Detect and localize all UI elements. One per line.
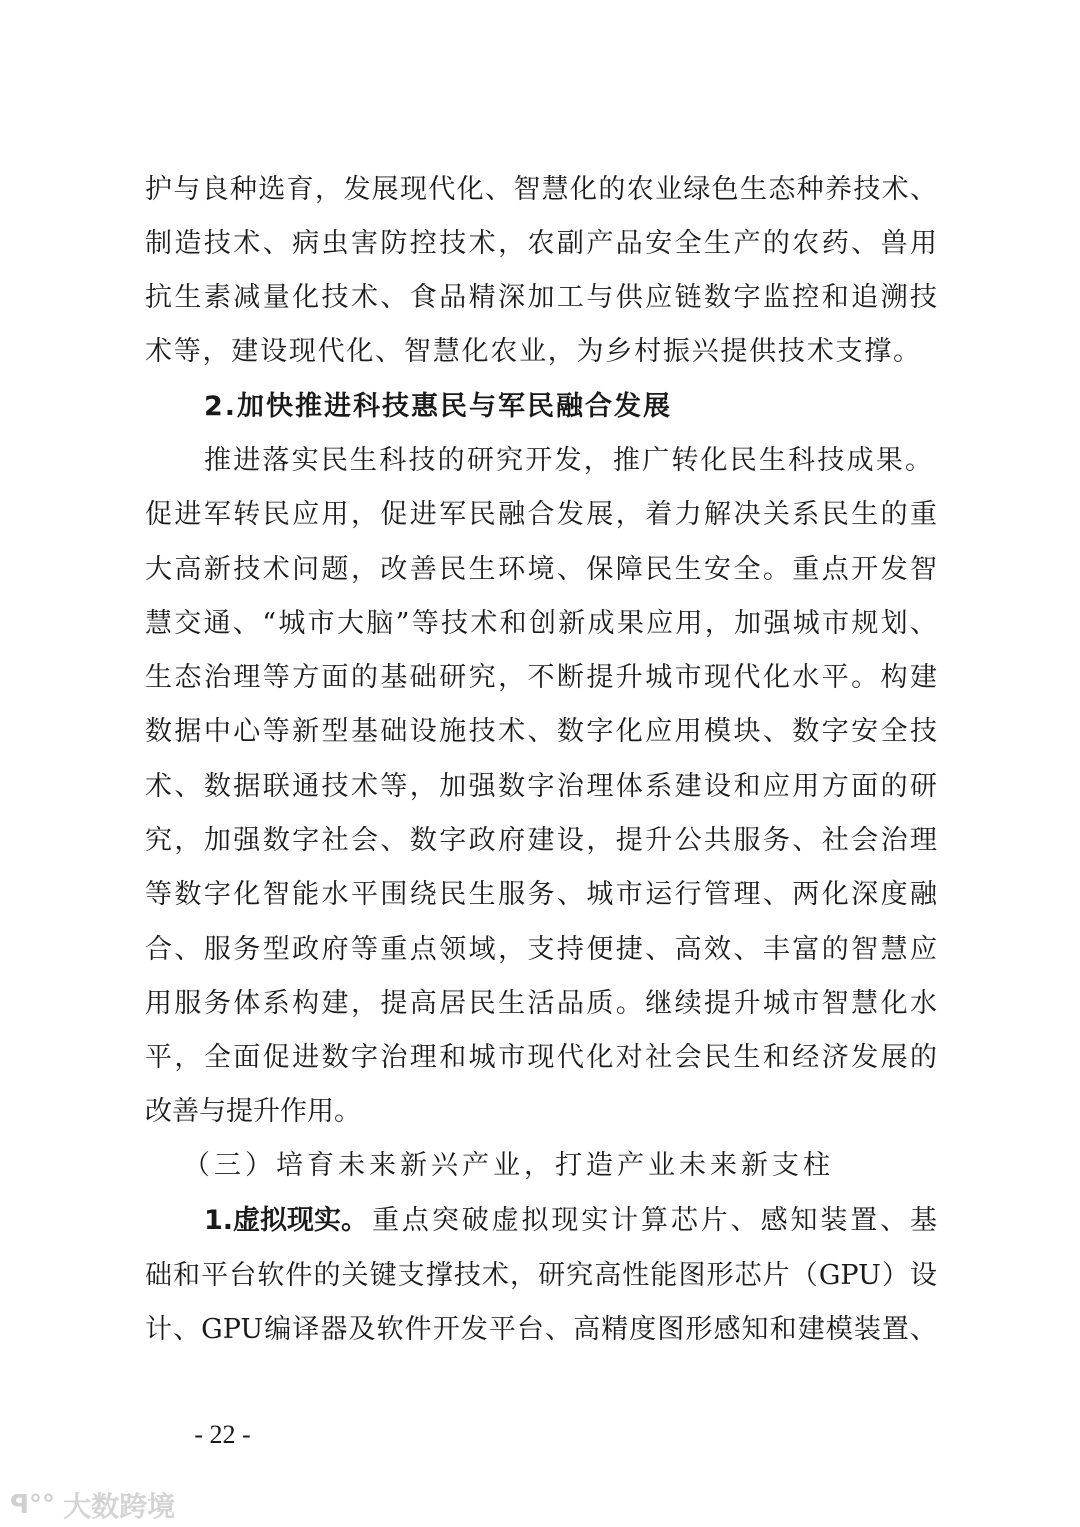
watermark-text: 大数跨境 xyxy=(63,1490,176,1523)
text-line xyxy=(204,1201,937,1241)
subsection-title: 1.虚拟现实。 xyxy=(204,1205,369,1236)
text-line: 制造技术、病虫害防控技术，农副产品安全生产的农药、兽用 xyxy=(145,228,937,259)
text-line: 平，全面促进数字治理和城市现代化对社会民生和经济发展的 xyxy=(145,1042,937,1073)
text-line: 术等，建设现代化、智慧化农业，为乡村振兴提供技术支撑。 xyxy=(145,336,920,367)
text-line: 推进落实民生科技的研究开发，推广转化民生科技成果。 xyxy=(204,445,932,476)
page-number: - 22 - xyxy=(194,1420,251,1449)
text-line: 生态治理等方面的基础研究，不断提升城市现代化水平。构建 xyxy=(145,662,937,693)
text-line: 术、数据联通技术等，加强数字治理体系建设和应用方面的研 xyxy=(145,771,937,802)
watermark-logo-icon: ꟼ°° xyxy=(10,1490,56,1520)
section-heading: （三）培育未来新兴产业，打造产业未来新支柱 xyxy=(183,1150,834,1181)
text-line: 等数字化智能水平围绕民生服务、城市运行管理、两化深度融 xyxy=(145,879,937,910)
text-line: 合、服务型政府等重点领域，支持便捷、高效、丰富的智慧应 xyxy=(145,934,937,965)
section-heading: 2.加快推进科技惠民与军民融合发展 xyxy=(204,391,673,422)
text-line: 改善与提升作用。 xyxy=(145,1096,361,1127)
text-line: 抗生素减量化技术、食品精深加工与供应链数字监控和追溯技 xyxy=(145,282,937,313)
text-line: 用服务体系构建，提高居民生活品质。继续提升城市智慧化水 xyxy=(145,988,937,1019)
text-line: 大高新技术问题，改善民生环境、保障民生安全。重点开发智 xyxy=(145,554,937,585)
text-line: 护与良种选育，发展现代化、智慧化的农业绿色生态种养技术、 xyxy=(145,174,937,205)
text-line: 计、GPU编译器及软件开发平台、高精度图形感知和建模装置、 xyxy=(145,1314,937,1345)
text-line: 促进军转民应用，促进军民融合发展，着力解决关系民生的重 xyxy=(145,499,937,530)
watermark xyxy=(10,1485,175,1525)
text-span: 重点突破虚拟现实计算芯片、感知装置、基 xyxy=(372,1205,937,1236)
text-line: 数据中心等新型基础设施技术、数字化应用模块、数字安全技 xyxy=(145,716,937,747)
text-line: 础和平台软件的关键支撑技术，研究高性能图形芯片（GPU）设 xyxy=(145,1260,937,1291)
text-line: 慧交通、“城市大脑”等技术和创新成果应用，加强城市规划、 xyxy=(145,608,937,639)
text-line: 究，加强数字社会、数字政府建设，提升公共服务、社会治理 xyxy=(145,825,937,856)
